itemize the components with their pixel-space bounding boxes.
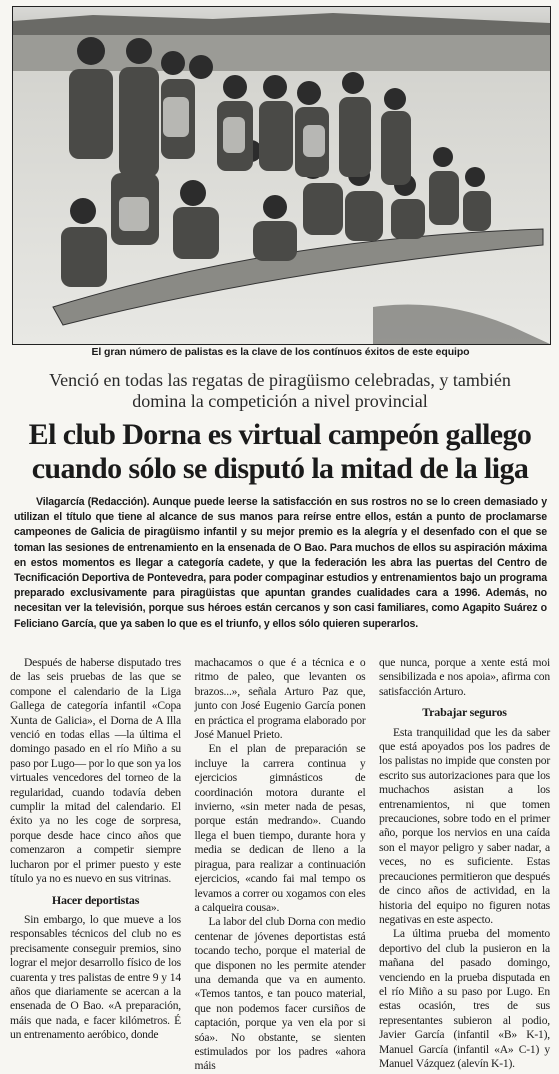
paragraph: En el plan de preparación se incluye la carrera continua y ejercicios gimnásticos de coordinación motora durante el invierno, «sin meter nada de pesas, porque están medrando». Cuando llega el buen tiempo, durante hora y media se dedican de lleno a la piragua, para realizar a continuación ejercicios, «cando fai mal tempo os levamos a correr ou xogamos con eles a calqueira cousa». [194, 742, 366, 914]
paragraph: Después de haberse disputado tres de las seis pruebas de las que se compone el calendario de la Liga Gallega de categoría infantil «Copa Xunta de Galicia», el Dorna de A Illa venció en todas ellas —la última el domingo pasado en el río Miño a su paso por Lugo— por lo que son ya los virtuales vencedores del torneo de la regularidad, cuando todavía deben cumplir la mitad del calendario. El éxito ya no les coge de sorpresa, porque desde hace cinco años que comenzaron a competir siempre lucharon por el primer puesto y este título ya no es nuevo en sus vitrinas. [10, 656, 181, 886]
article-column-2 [194, 656, 366, 1073]
paragraph: La labor del club Dorna con medio centenar de jóvenes deportistas está tocando techo, porque el material de que disponen no les permite atender una demanda que va en aumento. «Temos tantos, e tan pouco material, que non podemos facer cursiños de captación, porque ya ven ela por si sóa». No obstante, se sienten estimulados por los padres «ahora máis [194, 915, 366, 1073]
article-subheadline: Venció en todas las regatas de piragüismo celebradas, y también domina la competición a nivel provincial [49, 370, 511, 411]
article-headline: El club Dorna es virtual campeón gallego cuando sólo se disputó la mitad de la liga [28, 418, 532, 485]
article-column-3 [379, 656, 550, 1070]
paragraph: machacamos o que é a técnica e o ritmo de paleo, que levanten os brazos...», señala Arturo Paz que, junto con José Eugenio García ponen en práctica el programa elaborado por José Manuel Prieto. [194, 656, 366, 742]
article-body [10, 656, 550, 1073]
section-heading: Trabajar seguros [422, 705, 507, 720]
paragraph: Esta tranquilidad que les da saber que está apoyados pos los padres de los palistas no impide que consten por escrito sus autorizaciones para que los muchachos asistan a los entrenamientos, ni que tomen precauciones, sobre todo en el primer año, porque los nervios en una caída son el mayor peligro y saber nadar, a veces, no es suficiente. Estas precauciones permitieron que después de cinco años de actividad, en la historia del equipo no figuren notas negativas en este aspecto. [379, 725, 550, 926]
paragraph: La última prueba del momento deportivo del club la pusieron en la mañana del pasado domingo, venciendo en la prueba disputada en el río Miño a su paso por Lugo. En estas ocasión, tres de sus representantes subieron al podio, Javier García (infantil «B» K-1), Manuel García (infantil «A» C-1) y Manuel Vázquez (alevín K-1). [379, 927, 550, 1070]
team-photo [12, 6, 551, 345]
photo-caption: El gran número de palistas es la clave de los contínuos éxitos de este equipo [91, 346, 470, 358]
team-photo-illustration [13, 7, 550, 344]
paragraph: que nunca, porque a xente está moi sensibilizada e nos apoia», afirma con satisfacción Arturo. [379, 656, 550, 698]
paragraph: Sin embargo, lo que mueve a los responsables técnicos del club no es precisamente conseguir premios, sino lograr el mejor desarrollo físico de los cuarenta y tres palistas de entre 9 y 14 años que diariamente se acercan a la ensenada de O Bao. «A preparación, máis que nada, e facer kilómetros. É un entrenamento aeróbico, donde [10, 912, 181, 1042]
article-column-1 [10, 656, 181, 1062]
section-heading: Hacer deportistas [51, 892, 140, 907]
article-lead: Vilagarcía (Redacción). Aunque puede leerse la satisfacción en sus rostros no se lo creen demasiado y utilizan el título que tiene al alcance de sus manos para reírse entre ellos, están a punto de proclamarse campeones de Galicia de piragüismo infantil y su mejor premio es la alegría y el desenfado con el que se toman las sesiones de entrenamiento en la ensenada de O Bao. Para muchos de ellos su aspiración máxima en estos momentos es llegar a categoría cadete, y que la federación les abra las puertas del Centro de Tecnificación Deportiva de Pontevedra, para poder compaginar estudios y entrenamientos bajo un programa preparado exclusivamente para piragüistas que apuntan grandes cualidades cara a 1996. Además, no necesitan ver la televisión, porque sus héroes están cercanos y son casi familiares, como Agapito Suárez o Feliciano García, que ya saben lo que es el triunfo, y ellos sólo quieren superarlos. [14, 496, 547, 630]
